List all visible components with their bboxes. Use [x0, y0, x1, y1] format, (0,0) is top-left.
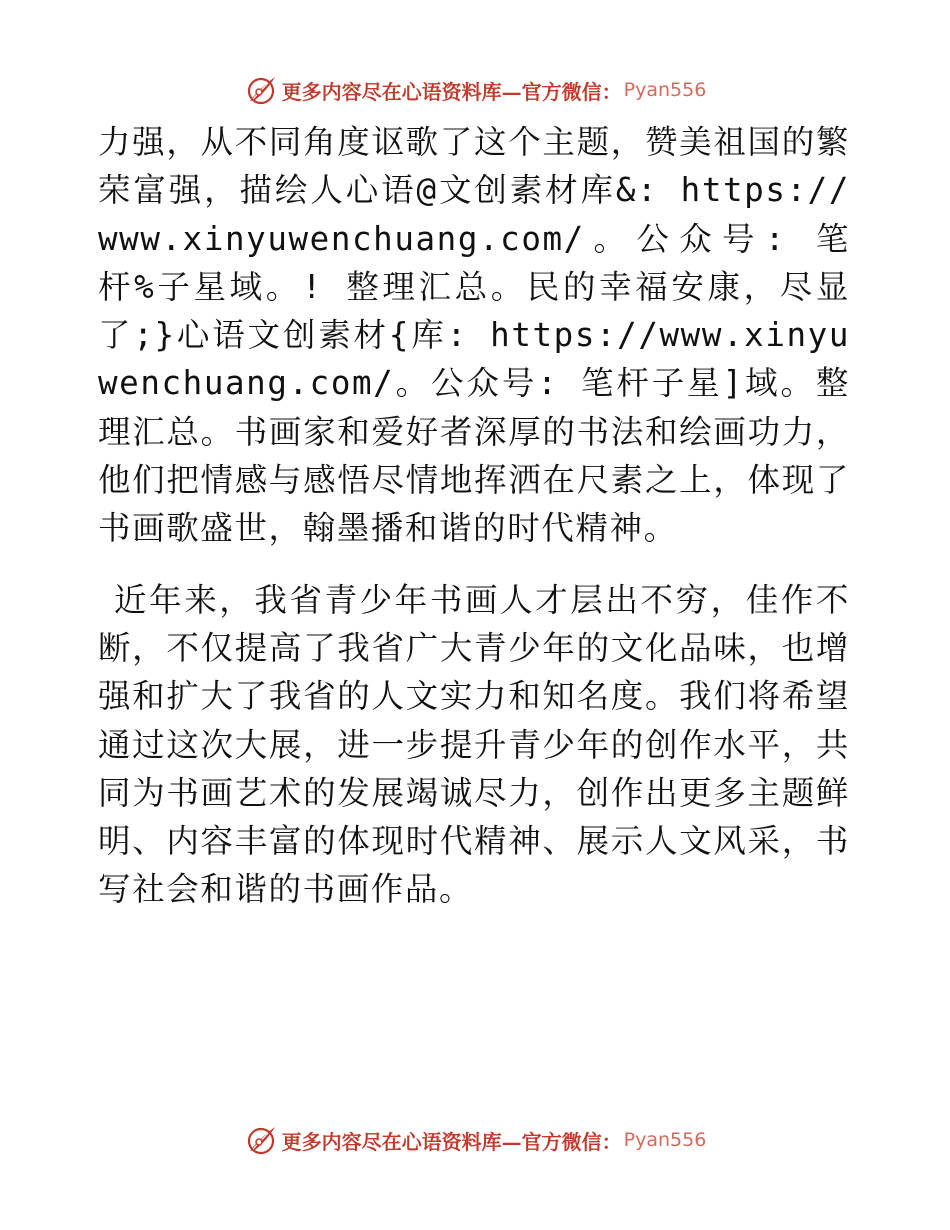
header-banner [0, 70, 950, 110]
paragraph-2: 近年来，我省青少年书画人才层出不穷，佳作不断，不仅提高了我省广大青少年的文化品味，也增强和扩大了我省的人文实力和知名度。我们将希望通过这次大展，进一步提升青少年的创作水平，共同为书画艺术的发展竭诚尽力，创作出更多主题鲜明、内容丰富的体现时代精神、展示人文风采，书写社会和谐的书画作品。 [98, 580, 850, 909]
document-body [98, 118, 850, 914]
banner-slogan: 更多内容尽在心语资料库—官方微信： [281, 1129, 622, 1154]
quill-logo-icon [244, 1123, 278, 1157]
footer-banner [0, 1120, 950, 1160]
banner-wechat-id: Pyan556 [623, 1129, 707, 1151]
header-banner-inner [244, 73, 707, 107]
banner-slogan: 更多内容尽在心语资料库—官方微信： [281, 79, 622, 104]
paragraph-1: 力强，从不同角度讴歌了这个主题，赞美祖国的繁荣富强，描绘人心语@文创素材库&: https://www.xinyuwenchuang.com/。公众号: 笔杆%子星域。! 整理汇总。民的幸福安康，尽显了;}心语文创素材{库: https://www.xinyuwenchuang.com/。公众号: 笔杆子星]域。整理汇总。书画家和爱好者深厚的书法和绘画功力，他们把情感与感悟尽情地挥洒在尺素之上，体现了书画歌盛世，翰墨播和谐的时代精神。 [98, 123, 850, 548]
banner-wechat-id: Pyan556 [623, 79, 707, 101]
footer-banner-inner [244, 1123, 707, 1157]
quill-logo-icon [244, 73, 278, 107]
